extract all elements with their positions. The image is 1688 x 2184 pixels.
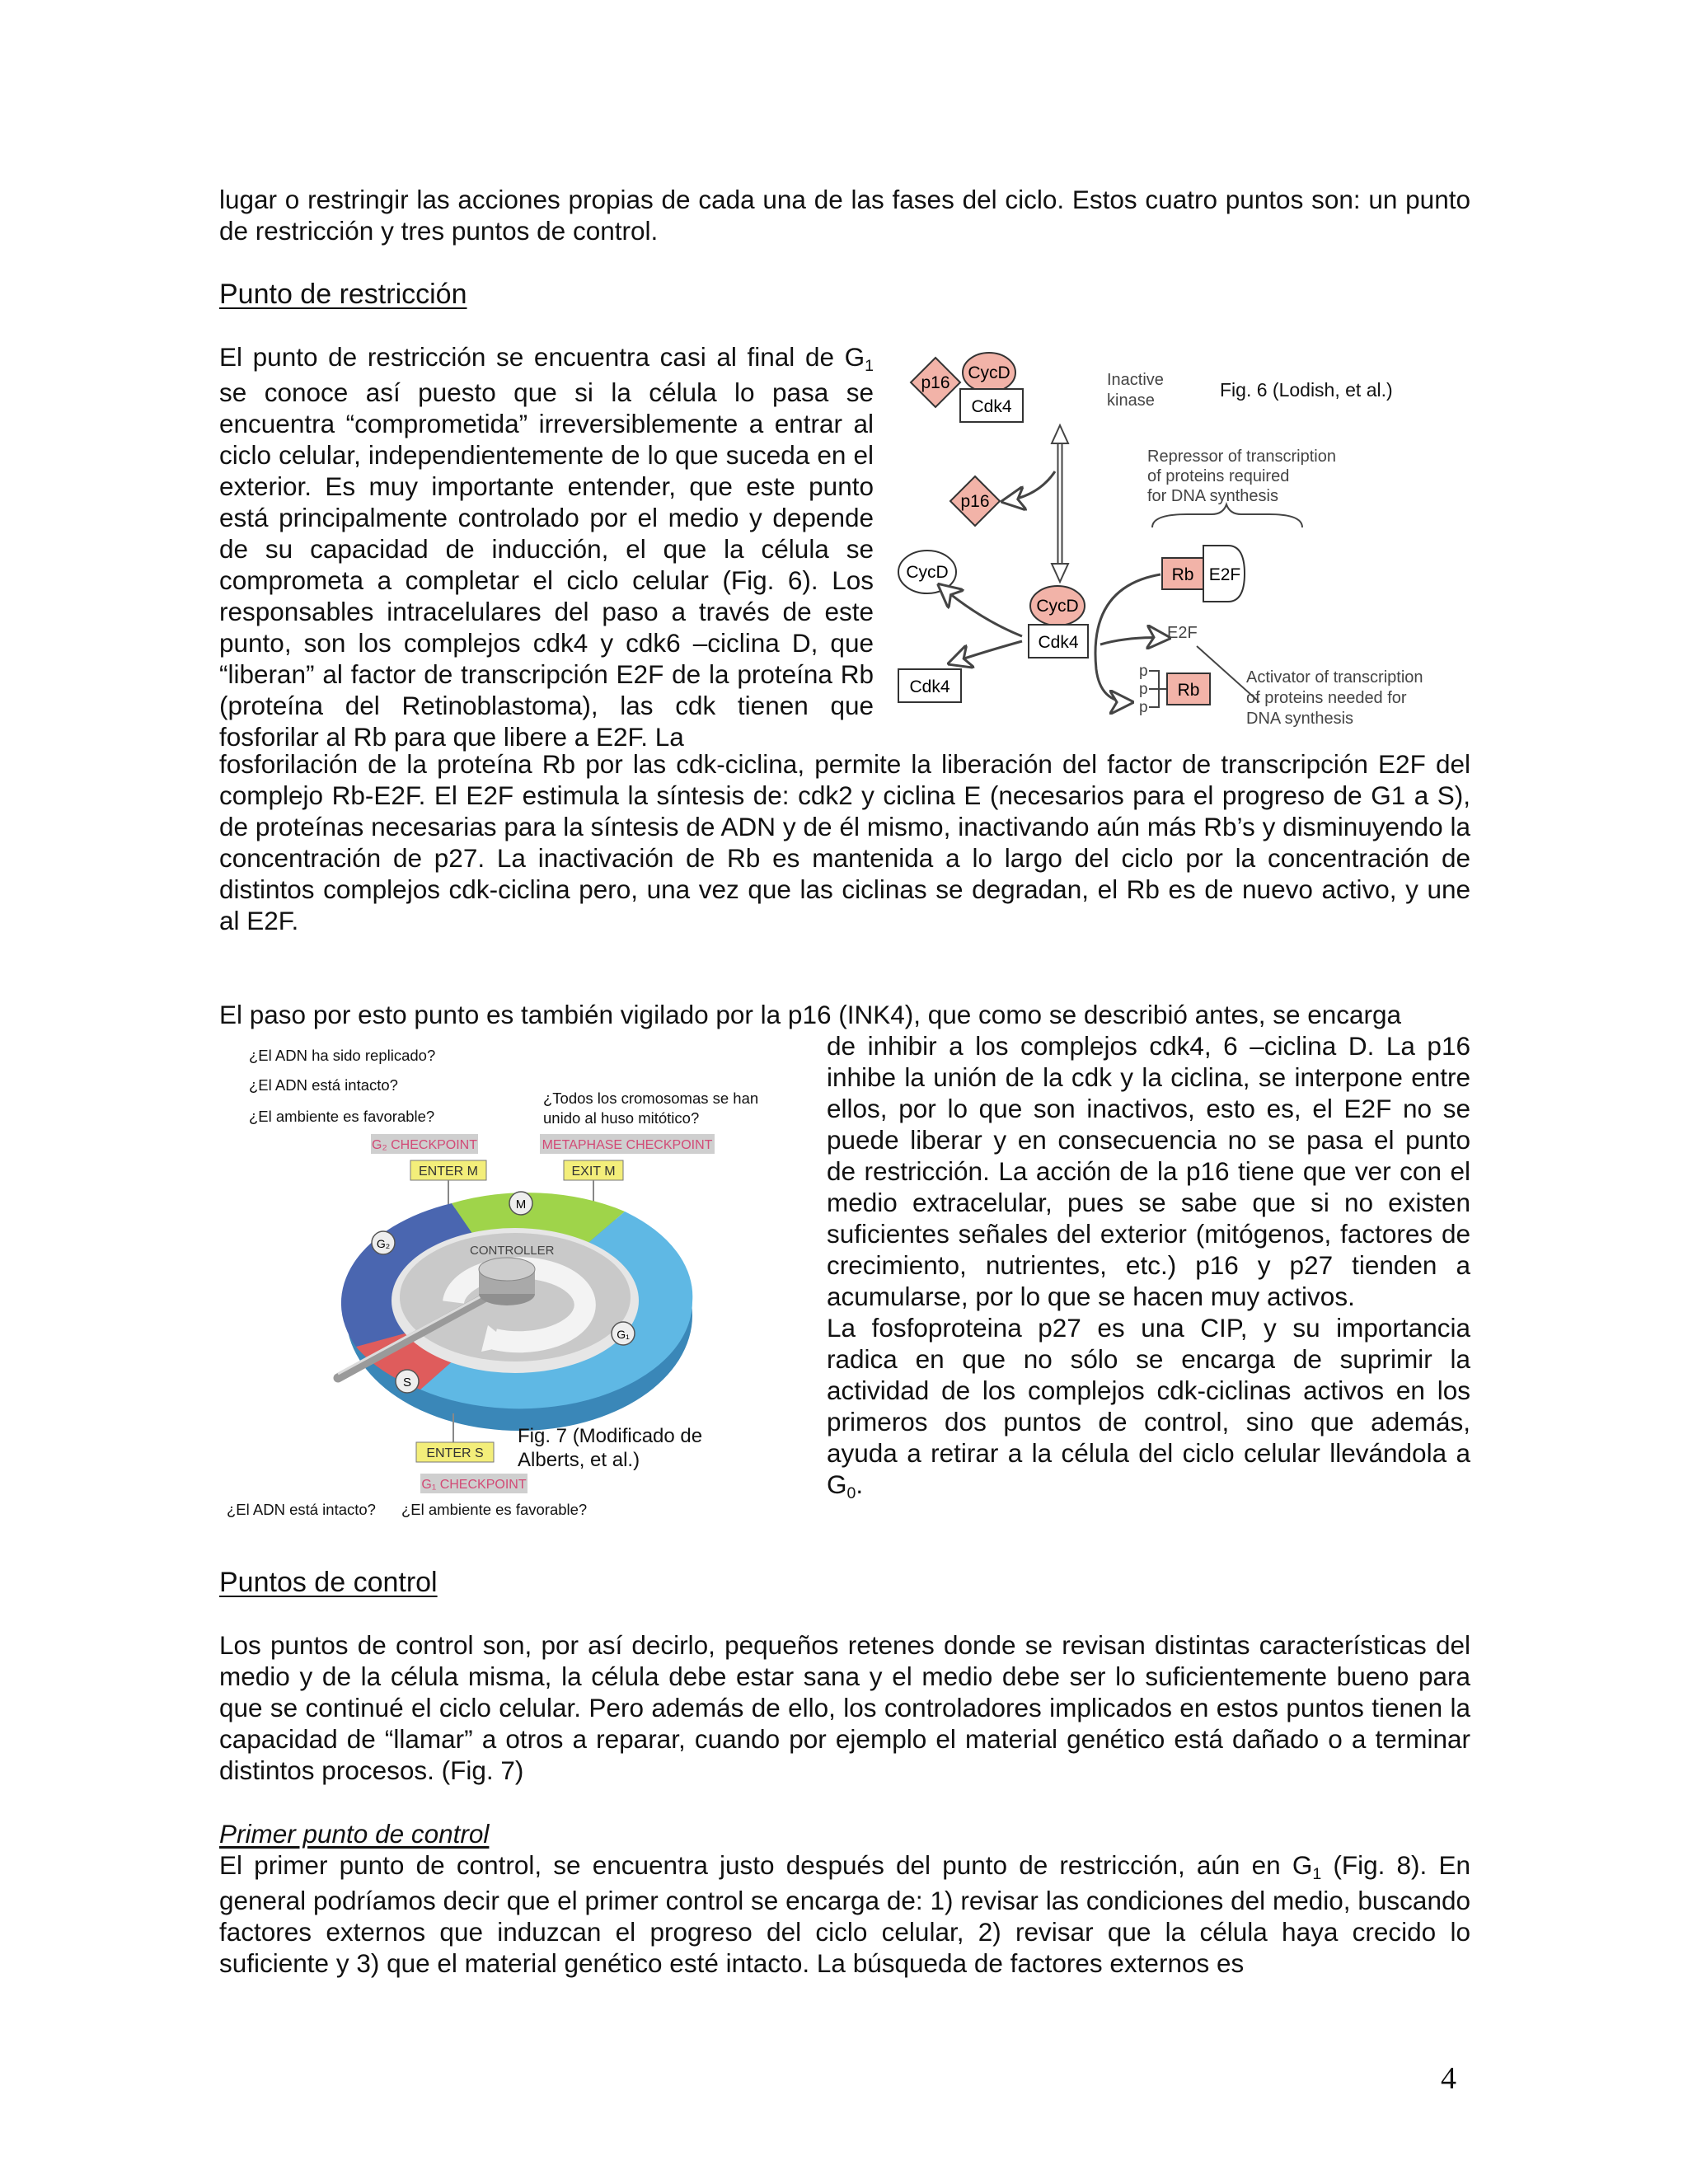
enter-s-label bbox=[416, 1442, 494, 1462]
section-heading-checkpoints: Puntos de control bbox=[219, 1567, 438, 1598]
rb-e2f-complex bbox=[1162, 546, 1245, 602]
fig7-question-environment-bottom: ¿El ambiente es favorable? bbox=[401, 1501, 588, 1518]
page-number: 4 bbox=[1441, 2061, 1456, 2096]
svg-text:p: p bbox=[1139, 699, 1148, 716]
controller-knob bbox=[479, 1258, 535, 1305]
repressor-label-2: of proteins required bbox=[1147, 467, 1290, 485]
svg-text:Rb: Rb bbox=[1177, 681, 1200, 700]
svg-text:G₁: G₁ bbox=[617, 1328, 630, 1341]
e2f-release-arrow bbox=[1100, 638, 1166, 644]
cdk4-box-mid bbox=[1029, 625, 1088, 658]
repressor-label-3: for DNA synthesis bbox=[1147, 487, 1278, 505]
phase-marker-g1 bbox=[612, 1322, 635, 1345]
fig7-question-chromosomes-2: unido al huso mitótico? bbox=[543, 1109, 700, 1127]
svg-text:CycD: CycD bbox=[906, 563, 949, 582]
p16-release-arrow bbox=[1006, 471, 1055, 501]
svg-text:M: M bbox=[515, 1197, 527, 1212]
intro-paragraph: lugar o restringir las acciones propias de cada una de las fases del ciclo. Estos cuatro puntos son: un punto de restricción y tres puntos de control. bbox=[219, 185, 1470, 246]
svg-text:ENTER M: ENTER M bbox=[419, 1165, 478, 1179]
exit-m-label bbox=[564, 1160, 623, 1180]
section-heading-restriction: Punto de restricción bbox=[219, 279, 467, 310]
svg-text:CycD: CycD bbox=[968, 363, 1010, 382]
svg-text:CycD: CycD bbox=[1036, 597, 1079, 616]
cycd-circle-left bbox=[898, 551, 956, 593]
svg-text:E2F: E2F bbox=[1208, 565, 1241, 584]
svg-text:G₂ CHECKPOINT: G₂ CHECKPOINT bbox=[372, 1138, 477, 1152]
svg-text:METAPHASE CHECKPOINT: METAPHASE CHECKPOINT bbox=[542, 1138, 713, 1152]
first-checkpoint-paragraph: El primer punto de control, se encuentra justo después del punto de restricción, aún en $G_1$ (Fig. 8). En general podríamos decir que el primer control se encarga de: 1) revisar las condiciones del medio, buscando factores externos que induzcan el progreso del ciclo celular, 2) revisar que la célula haya crecido lo suficiente y 3) que el material genético esté intacto. La búsqueda de factores externos es bbox=[219, 1850, 1470, 1978]
fig7-question-dna-intact-bottom: ¿El ADN está intacto? bbox=[227, 1501, 376, 1518]
activator-label-3: DNA synthesis bbox=[1246, 710, 1354, 728]
figure-7-caption-1: Fig. 7 (Modificado de bbox=[518, 1425, 703, 1447]
phase-marker-g2 bbox=[372, 1231, 395, 1254]
svg-text:ENTER S: ENTER S bbox=[426, 1446, 484, 1460]
svg-text:p: p bbox=[1139, 663, 1148, 680]
phospho-rb bbox=[1139, 663, 1210, 716]
cycd-circle-mid bbox=[1030, 586, 1085, 626]
figure-6-caption: Fig. 6 (Lodish, et al.) bbox=[1220, 379, 1393, 401]
fig7-question-chromosomes-1: ¿Todos los cromosomas se han bbox=[543, 1090, 759, 1107]
restriction-paragraph-full: fosforilación de la proteína Rb por las cdk-ciclina, permite la liberación del factor de transcripción E2F del complejo Rb-E2F. El E2F estimula la síntesis de: cdk2 y ciclina E (necesarios para el progreso de G1 a S), de proteínas necesarias para la síntesis de ADN y de él mismo, inactivando aún más Rb’s y disminuyendo la concentración de p27. La inactivación de Rb es mantenida a lo largo del ciclo por la concentración de distintos complejos cdk-ciclina pero, una vez que las ciclinas se degradan, el Rb es de nuevo activo, y une al E2F. bbox=[219, 749, 1470, 935]
activator-label-1: Activator of transcription bbox=[1246, 668, 1423, 687]
svg-text:Rb: Rb bbox=[1171, 565, 1194, 584]
fig7-question-dna-replicated: ¿El ADN ha sido replicado? bbox=[249, 1047, 436, 1064]
subsection-heading-first-checkpoint: Primer punto de control bbox=[219, 1819, 490, 1849]
svg-text:S: S bbox=[402, 1376, 412, 1390]
e2f-free-label: E2F bbox=[1167, 624, 1198, 642]
p16-diamond-top bbox=[911, 358, 960, 407]
checkpoints-paragraph: Los puntos de control son, por así decirlo, pequeños retenes donde se revisan distintas características del medio y de la célula misma, la célula debe estar sana y el medio debe ser lo suficientemente bueno para que se continué el ciclo celular. Pero además de ello, los controladores implicados en estos puntos tienen la capacidad de “llamar” a otros a reparar, cuando por ejemplo el material genético está dañado o a terminar distintos procesos. (Fig. 7) bbox=[219, 1630, 1470, 1785]
svg-text:Cdk4: Cdk4 bbox=[909, 677, 950, 696]
svg-text:G₁ CHECKPOINT: G₁ CHECKPOINT bbox=[421, 1478, 527, 1492]
phase-marker-s bbox=[396, 1370, 419, 1393]
activator-label-2: of proteins needed for bbox=[1246, 689, 1407, 707]
svg-text:p16: p16 bbox=[921, 373, 950, 392]
controller-label: CONTROLLER bbox=[470, 1244, 555, 1258]
g2-checkpoint-label bbox=[371, 1134, 478, 1154]
figure-7-caption-2: Alberts, et al.) bbox=[518, 1449, 640, 1471]
svg-text:p: p bbox=[1139, 681, 1148, 698]
svg-text:Cdk4: Cdk4 bbox=[971, 397, 1012, 416]
cycd-circle-top bbox=[963, 353, 1015, 392]
phase-marker-m bbox=[509, 1192, 532, 1215]
repressor-brace bbox=[1152, 504, 1302, 527]
svg-text:G₂: G₂ bbox=[376, 1237, 391, 1250]
p16-diamond-mid bbox=[950, 476, 1000, 526]
p16-paragraph-right: de inhibir a los complejos cdk4, 6 –ciclina D. La p16 inhibe la unión de la cdk y la ciclina, se interpone entre ellos, por lo que son inactivos, esto es, el E2F no se puede liberar y en consecuencia no se pasa el punto de restricción. La acción de la p16 tiene que ver con el medio extracelular, pues se sabe que si no existen suficientes señales del exterior (mitógenos, factores de crecimiento, nutrientes, etc.) p16 y p27 tienden a acumularse, por lo que se hacen muy activos. La fosfoproteina p27 es una CIP, y su importancia radica en que no sólo se encarga de suprimir la actividad de los complejos cdk-ciclinas activos en los primeros dos puntos de control, sino que además, ayuda a retirar a la célula del ciclo celular llevándola a $G_0$. bbox=[827, 1031, 1470, 1502]
p16-paragraph-lead: El paso por esto punto es también vigilado por la p16 (INK4), que como se describió antes, se encarga bbox=[219, 1000, 1402, 1029]
svg-text:Cdk4: Cdk4 bbox=[1038, 633, 1079, 652]
restriction-paragraph-left: El punto de restricción se encuentra casi al final de $G_1$ se conoce así puesto que si la célula lo pasa se encuentra “comprometida” irreversiblemente a entrar al ciclo celular, independientemente de lo que suceda en el exterior. Es muy importante entender, que este punto está principalmente controlado por el medio y depende de su capacidad de inducción, el que la célula se comprometa a completar el ciclo celular (Fig. 6). Los responsables intracelulares del paso a través de este punto, son los complejos cdk4 y cdk6 –ciclina D, que “liberan” al factor de transcripción E2F de la proteína Rb (proteína del Retinoblastoma), las cdk tienen que fosforilar al Rb para que libere a E2F. La bbox=[219, 342, 874, 752]
cdk4-box-top bbox=[960, 389, 1023, 422]
metaphase-checkpoint-label bbox=[540, 1134, 715, 1154]
fig7-question-dna-intact: ¿El ADN está intacto? bbox=[249, 1076, 398, 1094]
enter-m-label bbox=[410, 1160, 486, 1180]
kinase-label: kinase bbox=[1107, 391, 1155, 410]
dissociation-arrow-left bbox=[941, 587, 1022, 636]
dissociation-arrow-down bbox=[952, 641, 1022, 663]
figure-6-diagram bbox=[890, 340, 1508, 735]
g1-checkpoint-label bbox=[420, 1474, 528, 1493]
fig7-question-environment: ¿El ambiente es favorable? bbox=[249, 1108, 435, 1125]
equilibrium-arrow bbox=[1052, 425, 1068, 582]
svg-text:EXIT M: EXIT M bbox=[571, 1165, 616, 1179]
cdk4-box-bottom bbox=[898, 669, 961, 702]
inactive-label: Inactive bbox=[1107, 371, 1164, 389]
svg-text:p16: p16 bbox=[960, 492, 990, 511]
repressor-label-1: Repressor of transcription bbox=[1147, 448, 1336, 466]
